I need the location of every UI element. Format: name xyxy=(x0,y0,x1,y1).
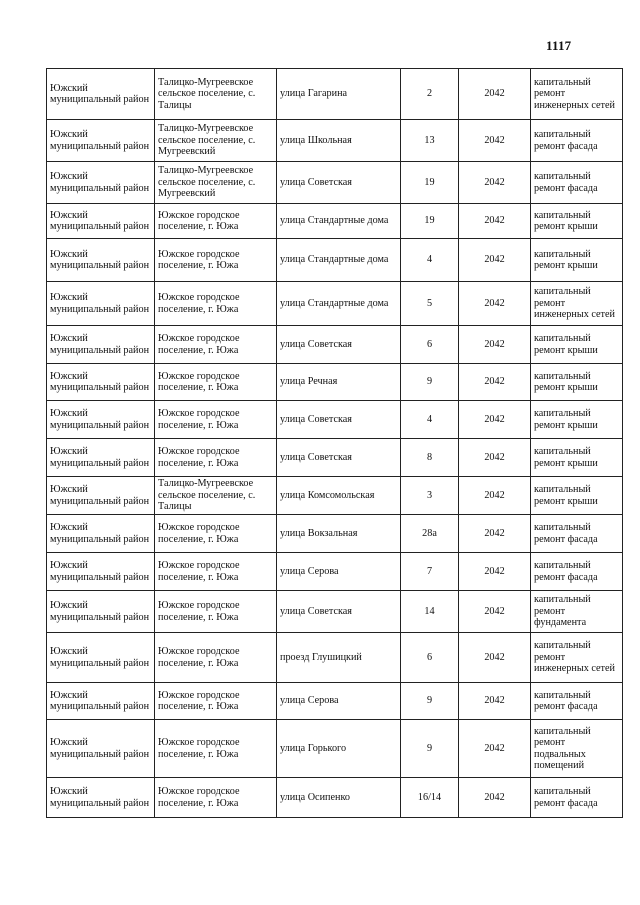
work-type-cell: капитальный ремонт крыши xyxy=(531,477,623,515)
house-number-cell: 4 xyxy=(401,401,459,439)
street-cell: улица Комсомольская xyxy=(277,477,401,515)
repair-schedule-table xyxy=(46,68,623,818)
table-row xyxy=(47,162,623,204)
year-cell: 2042 xyxy=(459,69,531,120)
table-row xyxy=(47,120,623,162)
table-row xyxy=(47,239,623,282)
house-number-cell: 6 xyxy=(401,633,459,683)
year-cell: 2042 xyxy=(459,326,531,364)
district-cell: Южский муниципальный район xyxy=(47,633,155,683)
district-cell: Южский муниципальный район xyxy=(47,69,155,120)
table-row xyxy=(47,683,623,720)
work-type-cell: капитальный ремонт фасада xyxy=(531,778,623,818)
street-cell: улица Советская xyxy=(277,591,401,633)
house-number-cell: 8 xyxy=(401,439,459,477)
table-row xyxy=(47,282,623,326)
house-number-cell: 16/14 xyxy=(401,778,459,818)
work-type-cell: капитальный ремонт фасада xyxy=(531,120,623,162)
settlement-cell: Южское городское поселение, г. Южа xyxy=(155,683,277,720)
district-cell: Южский муниципальный район xyxy=(47,401,155,439)
work-type-cell: капитальный ремонт крыши xyxy=(531,326,623,364)
work-type-cell: капитальный ремонт фасада xyxy=(531,162,623,204)
street-cell: улица Серова xyxy=(277,553,401,591)
district-cell: Южский муниципальный район xyxy=(47,120,155,162)
house-number-cell: 6 xyxy=(401,326,459,364)
work-type-cell: капитальный ремонт крыши xyxy=(531,364,623,401)
table-row xyxy=(47,515,623,553)
district-cell: Южский муниципальный район xyxy=(47,591,155,633)
table-row xyxy=(47,591,623,633)
settlement-cell: Южское городское поселение, г. Южа xyxy=(155,204,277,239)
work-type-cell: капитальный ремонт подвальных помещений xyxy=(531,720,623,778)
settlement-cell: Южское городское поселение, г. Южа xyxy=(155,515,277,553)
house-number-cell: 7 xyxy=(401,553,459,591)
year-cell: 2042 xyxy=(459,591,531,633)
settlement-cell: Талицко-Мугреевское сельское поселение, с. Мугреевский xyxy=(155,120,277,162)
table-row xyxy=(47,69,623,120)
district-cell: Южский муниципальный район xyxy=(47,239,155,282)
work-type-cell: капитальный ремонт инженерных сетей xyxy=(531,633,623,683)
settlement-cell: Южское городское поселение, г. Южа xyxy=(155,439,277,477)
year-cell: 2042 xyxy=(459,239,531,282)
house-number-cell: 14 xyxy=(401,591,459,633)
street-cell: улица Вокзальная xyxy=(277,515,401,553)
work-type-cell: капитальный ремонт крыши xyxy=(531,204,623,239)
year-cell: 2042 xyxy=(459,401,531,439)
settlement-cell: Южское городское поселение, г. Южа xyxy=(155,778,277,818)
year-cell: 2042 xyxy=(459,778,531,818)
house-number-cell: 5 xyxy=(401,282,459,326)
street-cell: улица Речная xyxy=(277,364,401,401)
street-cell: улица Стандартные дома xyxy=(277,204,401,239)
district-cell: Южский муниципальный район xyxy=(47,720,155,778)
house-number-cell: 13 xyxy=(401,120,459,162)
year-cell: 2042 xyxy=(459,439,531,477)
house-number-cell: 19 xyxy=(401,162,459,204)
street-cell: улица Осипенко xyxy=(277,778,401,818)
settlement-cell: Южское городское поселение, г. Южа xyxy=(155,239,277,282)
table-row xyxy=(47,477,623,515)
street-cell: улица Школьная xyxy=(277,120,401,162)
house-number-cell: 28а xyxy=(401,515,459,553)
table-row xyxy=(47,401,623,439)
table-row xyxy=(47,204,623,239)
street-cell: улица Стандартные дома xyxy=(277,282,401,326)
year-cell: 2042 xyxy=(459,364,531,401)
work-type-cell: капитальный ремонт крыши xyxy=(531,439,623,477)
year-cell: 2042 xyxy=(459,633,531,683)
district-cell: Южский муниципальный район xyxy=(47,683,155,720)
settlement-cell: Южское городское поселение, г. Южа xyxy=(155,326,277,364)
table-row xyxy=(47,364,623,401)
table-row xyxy=(47,633,623,683)
year-cell: 2042 xyxy=(459,162,531,204)
work-type-cell: капитальный ремонт фасада xyxy=(531,515,623,553)
settlement-cell: Талицко-Мугреевское сельское поселение, с. Талицы xyxy=(155,69,277,120)
work-type-cell: капитальный ремонт инженерных сетей xyxy=(531,282,623,326)
settlement-cell: Южское городское поселение, г. Южа xyxy=(155,553,277,591)
district-cell: Южский муниципальный район xyxy=(47,364,155,401)
district-cell: Южский муниципальный район xyxy=(47,162,155,204)
street-cell: улица Советская xyxy=(277,162,401,204)
work-type-cell: капитальный ремонт фундамента xyxy=(531,591,623,633)
year-cell: 2042 xyxy=(459,553,531,591)
district-cell: Южский муниципальный район xyxy=(47,477,155,515)
street-cell: улица Советская xyxy=(277,326,401,364)
house-number-cell: 9 xyxy=(401,720,459,778)
street-cell: улица Стандартные дома xyxy=(277,239,401,282)
house-number-cell: 2 xyxy=(401,69,459,120)
house-number-cell: 19 xyxy=(401,204,459,239)
year-cell: 2042 xyxy=(459,282,531,326)
street-cell: улица Советская xyxy=(277,439,401,477)
table-body xyxy=(47,69,623,818)
work-type-cell: капитальный ремонт крыши xyxy=(531,401,623,439)
work-type-cell: капитальный ремонт крыши xyxy=(531,239,623,282)
table-row xyxy=(47,778,623,818)
settlement-cell: Южское городское поселение, г. Южа xyxy=(155,282,277,326)
house-number-cell: 9 xyxy=(401,683,459,720)
settlement-cell: Южское городское поселение, г. Южа xyxy=(155,591,277,633)
page-number: 1117 xyxy=(546,38,572,53)
table-row xyxy=(47,553,623,591)
work-type-cell: капитальный ремонт фасада xyxy=(531,553,623,591)
settlement-cell: Южское городское поселение, г. Южа xyxy=(155,720,277,778)
street-cell: улица Серова xyxy=(277,683,401,720)
year-cell: 2042 xyxy=(459,204,531,239)
district-cell: Южский муниципальный район xyxy=(47,439,155,477)
house-number-cell: 3 xyxy=(401,477,459,515)
table-row xyxy=(47,326,623,364)
district-cell: Южский муниципальный район xyxy=(47,778,155,818)
house-number-cell: 9 xyxy=(401,364,459,401)
district-cell: Южский муниципальный район xyxy=(47,515,155,553)
settlement-cell: Южское городское поселение, г. Южа xyxy=(155,364,277,401)
year-cell: 2042 xyxy=(459,120,531,162)
street-cell: улица Гагарина xyxy=(277,69,401,120)
work-type-cell: капитальный ремонт фасада xyxy=(531,683,623,720)
district-cell: Южский муниципальный район xyxy=(47,204,155,239)
district-cell: Южский муниципальный район xyxy=(47,282,155,326)
year-cell: 2042 xyxy=(459,515,531,553)
year-cell: 2042 xyxy=(459,477,531,515)
street-cell: улица Советская xyxy=(277,401,401,439)
settlement-cell: Южское городское поселение, г. Южа xyxy=(155,633,277,683)
settlement-cell: Талицко-Мугреевское сельское поселение, с. Талицы xyxy=(155,477,277,515)
table-row xyxy=(47,720,623,778)
year-cell: 2042 xyxy=(459,720,531,778)
house-number-cell: 4 xyxy=(401,239,459,282)
district-cell: Южский муниципальный район xyxy=(47,326,155,364)
district-cell: Южский муниципальный район xyxy=(47,553,155,591)
work-type-cell: капитальный ремонт инженерных сетей xyxy=(531,69,623,120)
year-cell: 2042 xyxy=(459,683,531,720)
table-row xyxy=(47,439,623,477)
settlement-cell: Талицко-Мугреевское сельское поселение, с. Мугреевский xyxy=(155,162,277,204)
street-cell: улица Горького xyxy=(277,720,401,778)
street-cell: проезд Глушицкий xyxy=(277,633,401,683)
settlement-cell: Южское городское поселение, г. Южа xyxy=(155,401,277,439)
